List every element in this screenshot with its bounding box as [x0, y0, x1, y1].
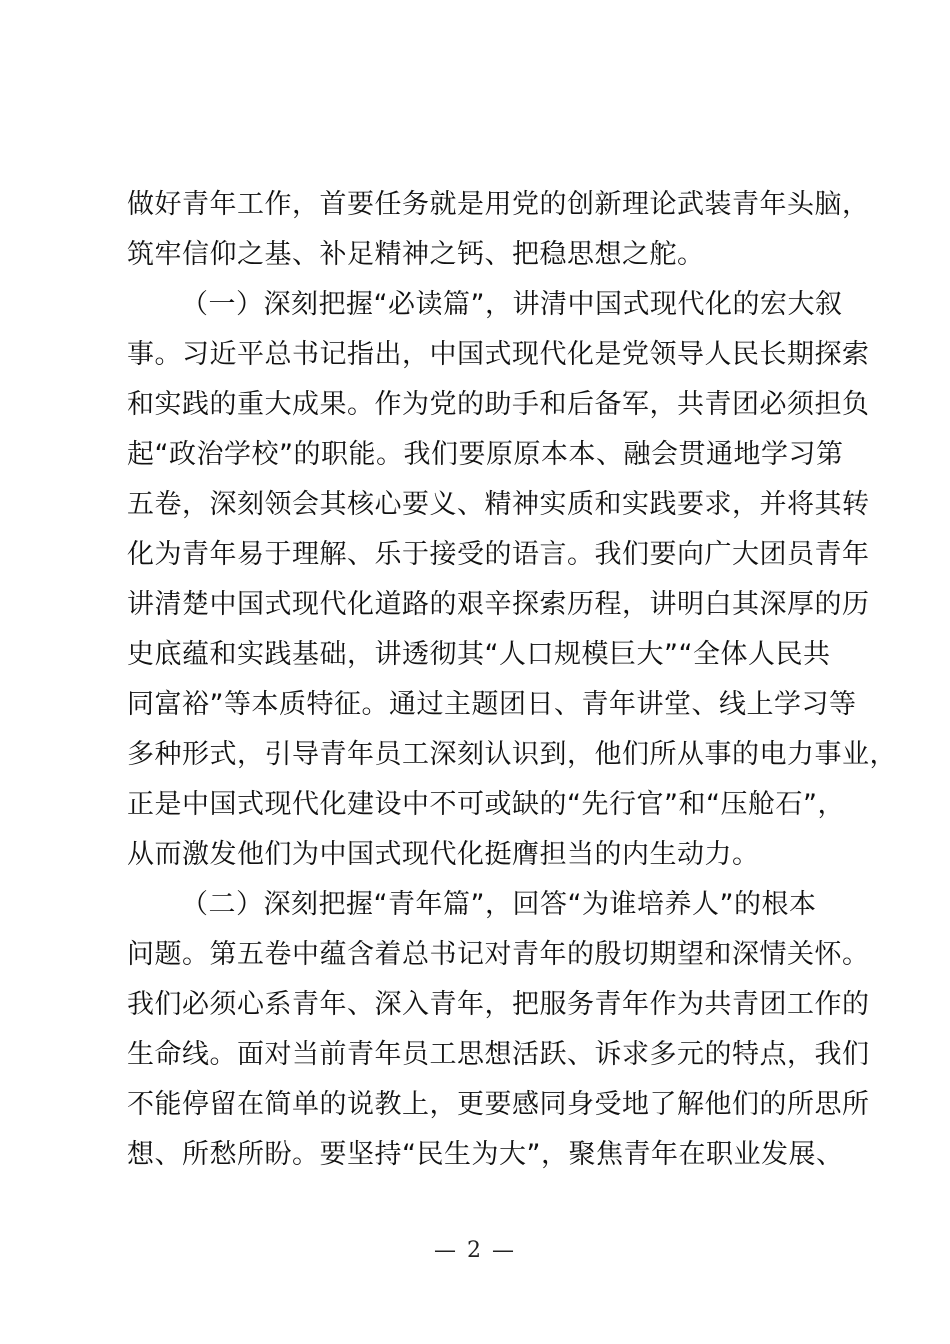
text-line: 事。习近平总书记指出，中国式现代化是党领导人民长期探索: [127, 339, 870, 370]
text-line: 五卷，深刻领会其核心要义、精神实质和实践要求，并将其转: [127, 489, 870, 520]
text-line: 讲清楚中国式现代化道路的艰辛探索历程，讲明白其深厚的历: [127, 589, 870, 620]
text-line: 同富裕”等本质特征。通过主题团日、青年讲堂、线上学习等: [127, 689, 857, 720]
text-line: 起“政治学校”的职能。我们要原原本本、融会贯通地学习第: [127, 439, 844, 470]
text-line: 我们必须心系青年、深入青年，把服务青年作为共青团工作的: [127, 989, 870, 1020]
section-heading-line: （二）深刻把握“青年篇”，回答“为谁培养人”的根本: [181, 889, 817, 920]
text-line: 化为青年易于理解、乐于接受的语言。我们要向广大团员青年: [127, 539, 870, 570]
text-line: 和实践的重大成果。作为党的助手和后备军，共青团必须担负: [127, 389, 870, 420]
text-line: 史底蕴和实践基础，讲透彻其“人口规模巨大”“全体人民共: [127, 639, 831, 670]
page-number: — 2 —: [434, 1238, 516, 1263]
text-line: 不能停留在简单的说教上，更要感同身受地了解他们的所思所: [127, 1089, 870, 1120]
text-line: 多种形式，引导青年员工深刻认识到，他们所从事的电力事业，: [127, 739, 897, 770]
body-text: [127, 180, 897, 1180]
text-line: 正是中国式现代化建设中不可或缺的“先行官”和“压舱石”，: [127, 789, 845, 820]
text-line: 想、所愁所盼。要坚持“民生为大”，聚焦青年在职业发展、: [127, 1139, 844, 1170]
text-line: 做好青年工作，首要任务就是用党的创新理论武装青年头脑，: [127, 189, 870, 220]
text-line: 筑牢信仰之基、补足精神之钙、把稳思想之舵。: [127, 239, 705, 270]
text-line: 从而激发他们为中国式现代化挺膺担当的内生动力。: [127, 839, 760, 870]
section-heading-line: （一）深刻把握“必读篇”，讲清中国式现代化的宏大叙: [181, 289, 843, 320]
text-line: 生命线。面对当前青年员工思想活跃、诉求多元的特点，我们: [127, 1039, 870, 1070]
text-line: 问题。第五卷中蕴含着总书记对青年的殷切期望和深情关怀。: [127, 939, 870, 970]
